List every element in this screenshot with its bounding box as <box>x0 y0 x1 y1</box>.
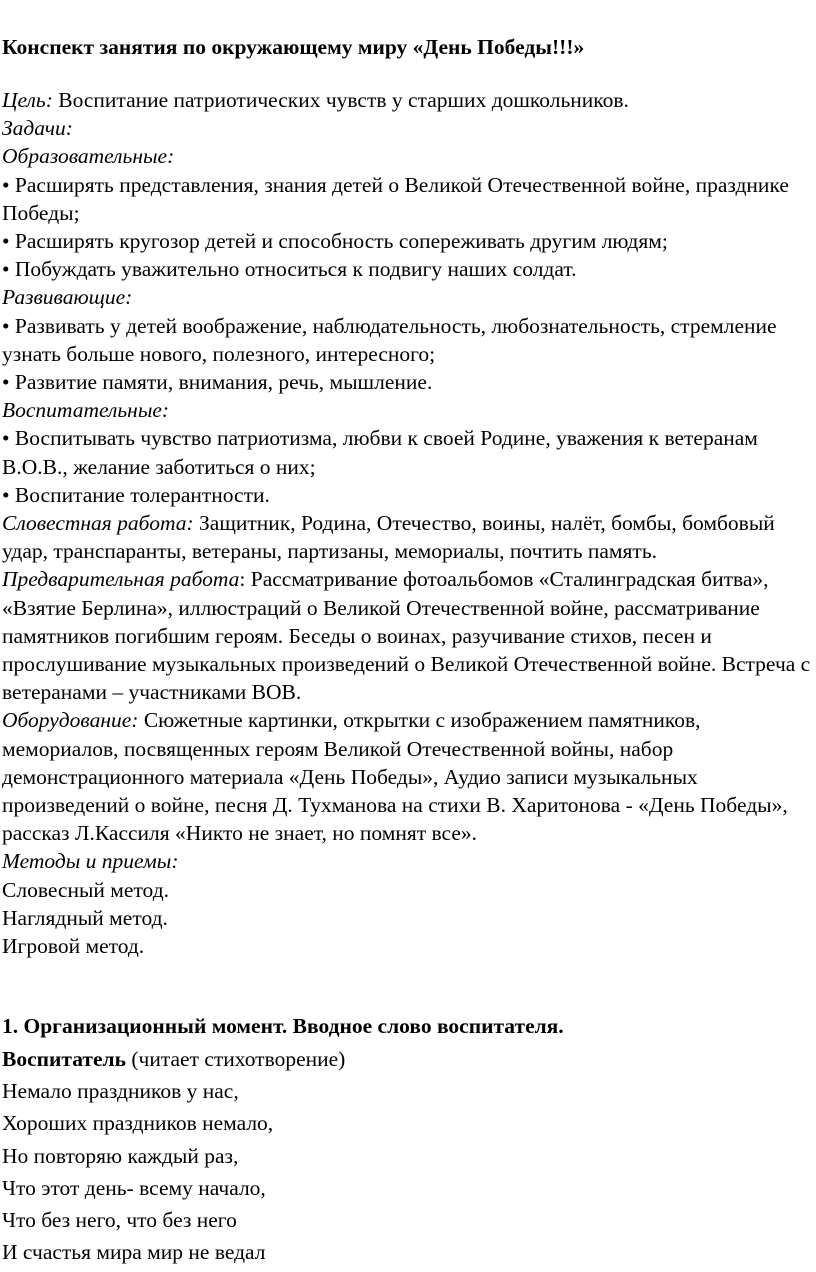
developing-label: Развивающие: <box>2 285 133 310</box>
poem-line: Немало праздников у нас, <box>2 1079 239 1104</box>
upbringing-item: • Воспитывать чувство патриотизма, любви к своей Родине, уважения к ветеранам В.О.В., желание заботиться о них; <box>2 426 758 479</box>
speaker-line <box>2 1043 814 1075</box>
speaker-note: (читает стихотворение) <box>125 1047 346 1071</box>
poem-line: И счастья мира мир не ведал <box>2 1240 266 1265</box>
vocabulary-paragraph <box>2 509 814 565</box>
educational-item: • Побуждать уважительно относиться к подвигу наших солдат. <box>2 257 577 282</box>
equipment-text: Сюжетные картинки, открытки с изображением памятников, мемориалов, посвященных героям Великой Отечественной войны, набор демонстрационного материала «День Победы», Аудио записи музыкальных произведений о войне, песня Д. Тухманова на стихи В. Харитонова - «День Победы», рассказ Л.Кассиля «Никто не знает, но помнят все». <box>2 708 788 846</box>
speaker-name: Воспитатель <box>2 1047 126 1071</box>
methods-label: Методы и приемы: <box>2 849 179 874</box>
poem-section <box>2 1043 814 1268</box>
goal-paragraph <box>2 86 814 114</box>
developing-item: • Развивать у детей воображение, наблюдательность, любознательность, стремление узнать больше нового, полезного, интересного; <box>2 313 777 366</box>
educational-label: Образовательные: <box>2 144 175 169</box>
equipment-paragraph <box>2 706 814 847</box>
preliminary-paragraph <box>2 565 814 706</box>
equipment-label: Оборудование: <box>2 708 139 733</box>
preliminary-text: : Рассматривание фотоальбомов «Сталинградская битва», «Взятие Берлина», иллюстраций о Великой Отечественной войне, рассматривание памятников погибшим героям. Беседы о воинах, разучивание стихов, песен и прослушивание музыкальных произведений о Великой Отечественной войне. Встреча с ветеранами – участниками ВОВ. <box>2 567 811 705</box>
tasks-label: Задачи: <box>2 116 73 141</box>
preliminary-label: Предварительная работа <box>2 567 240 592</box>
goal-label: Цель: <box>2 88 53 112</box>
method-item: Словесный метод. <box>2 877 170 902</box>
method-item: Наглядный метод. <box>2 905 168 930</box>
upbringing-label: Воспитательные: <box>2 398 170 423</box>
upbringing-item: • Воспитание толерантности. <box>2 482 270 507</box>
lesson-overview <box>2 86 814 960</box>
poem-line: Хороших праздников немало, <box>2 1111 274 1136</box>
method-item: Игровой метод. <box>2 934 145 959</box>
vocabulary-label: Словестная работа: <box>2 511 194 536</box>
document-title: Конспект занятия по окружающему миру «День Победы!!!» <box>2 35 585 59</box>
poem-line: Но повторяю каждый раз, <box>2 1143 239 1168</box>
vocabulary-text: Защитник, Родина, Отечество, воины, налёт, бомбы, бомбовый удар, транспаранты, ветераны, партизаны, мемориалы, почтить память. <box>2 511 775 564</box>
poem-line: Что этот день- всему начало, <box>2 1175 266 1200</box>
educational-item: • Расширять представления, знания детей о Великой Отечественной войне, празднике Победы; <box>2 172 789 225</box>
poem-line: Что без него, что без него <box>2 1208 237 1233</box>
goal-text: Воспитание патриотических чувств у старших дошкольников. <box>52 88 629 112</box>
section-heading: 1. Организационный момент. Вводное слово воспитателя. <box>2 1014 564 1038</box>
educational-item: • Расширять кругозор детей и способность сопереживать другим людям; <box>2 229 668 254</box>
developing-item: • Развитие памяти, внимания, речь, мышление. <box>2 370 433 395</box>
